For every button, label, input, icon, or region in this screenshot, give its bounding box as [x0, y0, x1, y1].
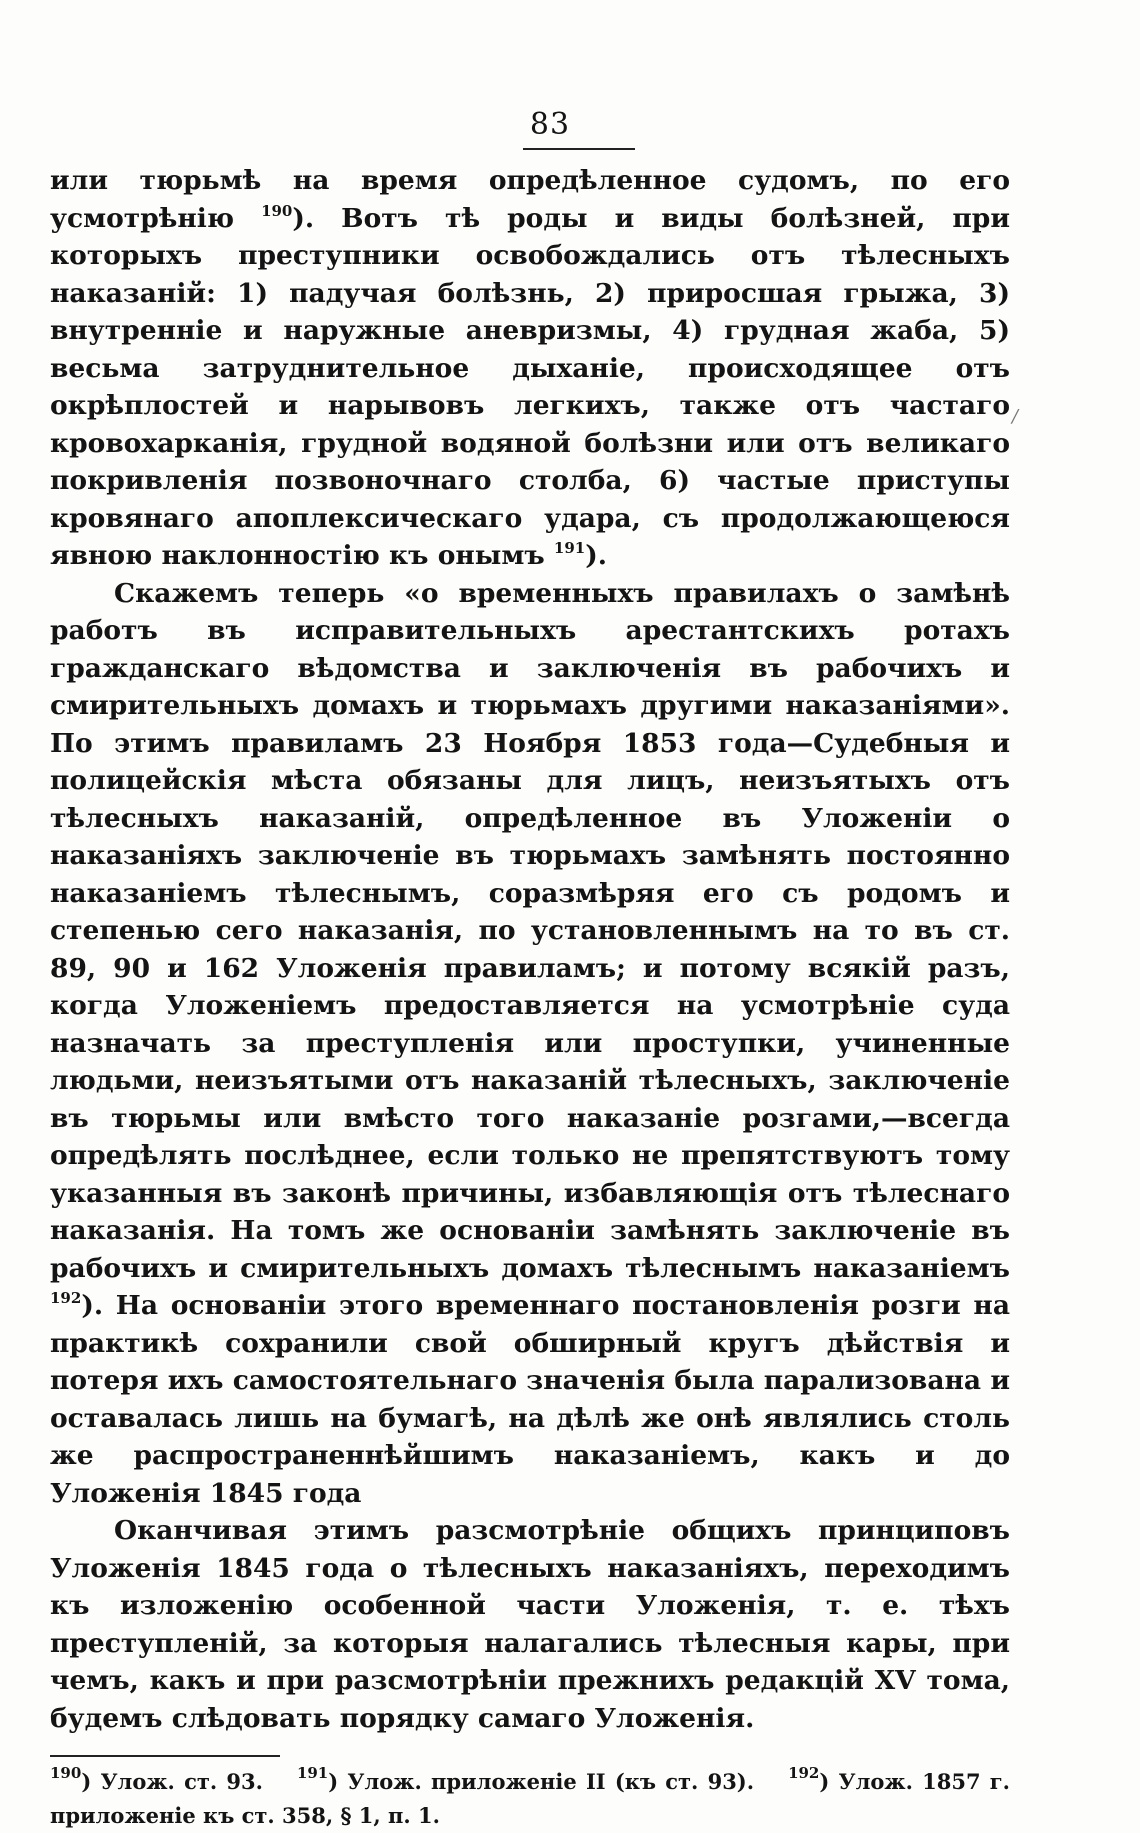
page-number: 83	[529, 107, 571, 142]
footnote-ref-190: 190	[261, 201, 293, 220]
margin-pencil-mark: /	[1012, 406, 1019, 427]
text-segment: Скажемъ теперь «о временныхъ правилахъ о замѣнѣ работъ въ исправительныхъ арестантскихъ ротахъ гражданскаго вѣдомства и заключенія въ рабочихъ и смирительныхъ домахъ и тюрьмахъ другими наказаніями». По этимъ правиламъ 23 Ноября 1853 года—Судебныя и полицейскія мѣста обязаны для лицъ, неизъятыхъ отъ тѣлесныхъ наказаній, опредѣленное въ Уложеніи о наказаніяхъ заключеніе въ тюрьмахъ замѣнять постоянно наказаніемъ тѣлеснымъ, соразмѣряя его съ родомъ и степенью сего наказанія, по установленнымъ на то въ ст. 89, 90 и 162 Уложенія правиламъ; и потому всякій разъ, когда Уложеніемъ предоставляется на усмотрѣніе суда назначать за преступленія или проступки, учиненные людьми, неизъятыми отъ наказаній тѣлесныхъ, заключеніе въ тюрьмы или вмѣсто того наказаніе розгами,—всегда опредѣлять послѣднее, если только не препятствуютъ тому указанныя въ законѣ причины, избавляющія отъ тѣлеснаго наказанія. На томъ же основаніи замѣнять заключеніе въ рабочихъ и смирительныхъ домахъ тѣлеснымъ наказаніемъ	[50, 577, 1010, 1284]
footnote-ref-192: 192	[50, 1289, 82, 1307]
footnote-marker: 192	[788, 1764, 820, 1782]
paragraph-3	[50, 1512, 1010, 1737]
paragraph-2	[50, 575, 1010, 1513]
paragraph-1	[50, 162, 1010, 575]
footnote-divider	[50, 1755, 280, 1757]
text-segment: или тюрьмѣ на время опредѣленное судомъ, по его усмотрѣнію	[50, 165, 1010, 234]
body-text	[50, 162, 1010, 1737]
text-segment: ). На основаніи этого временнаго постановленія розги на практикѣ сохранили свой обширный кругъ дѣйствія и потеря ихъ самостоятельнаго значенія была парализована и оставалась лишь на бумагѣ, на дѣлѣ же онѣ являлись столь же распространеннѣйшимъ наказаніемъ, какъ и до Уложенія 1845 года	[50, 1290, 1010, 1509]
footnote-text: ) Улож. 1857 г. приложеніе къ ст. 358, § 1, п. 1.	[50, 1769, 1010, 1828]
text-segment: ).	[585, 540, 607, 571]
footnote-text: ) Улож. приложеніе II (къ ст. 93).	[328, 1769, 755, 1794]
footnote-ref-191: 191	[553, 539, 586, 557]
footnote-text: ) Улож. ст. 93.	[81, 1769, 263, 1794]
footnote-marker: 190	[50, 1764, 82, 1782]
footnote-190	[50, 1764, 263, 1794]
book-page	[50, 108, 1010, 1833]
text-segment: Оканчивая этимъ разсмотрѣніе общихъ принциповъ Уложенія 1845 года о тѣлесныхъ наказаніяхъ, переходимъ къ изложенію особенной части Уложенія, т. е. тѣхъ преступленій, за которыя налагались тѣлесныя кары, при чемъ, какъ и при разсмотрѣніи прежнихъ редакцій XV тома, будемъ слѣдовать порядку самаго Уложенія.	[50, 1515, 1010, 1734]
text-segment: ). Вотъ тѣ роды и виды болѣзней, при которыхъ преступники освобождались отъ тѣлесныхъ наказаній: 1) падучая болѣзнь, 2) приросшая грыжа, 3) внутренніе и наружные аневризмы, 4) грудная жаба, 5) весьма затруднительное дыханіе, происходящее отъ окрѣплостей и нарывовъ легкихъ, также отъ частаго кровохарканія, грудной водяной болѣзни или отъ великаго покривленія позвоночнаго столба, 6) частые приступы кровянаго апоплексическаго удара, съ продолжающеюся явною наклонностію къ онымъ	[50, 202, 1010, 571]
footnote-191	[296, 1764, 755, 1794]
page-number-rule	[523, 148, 635, 150]
footnotes	[50, 1765, 1010, 1833]
footnote-marker: 191	[296, 1764, 329, 1782]
